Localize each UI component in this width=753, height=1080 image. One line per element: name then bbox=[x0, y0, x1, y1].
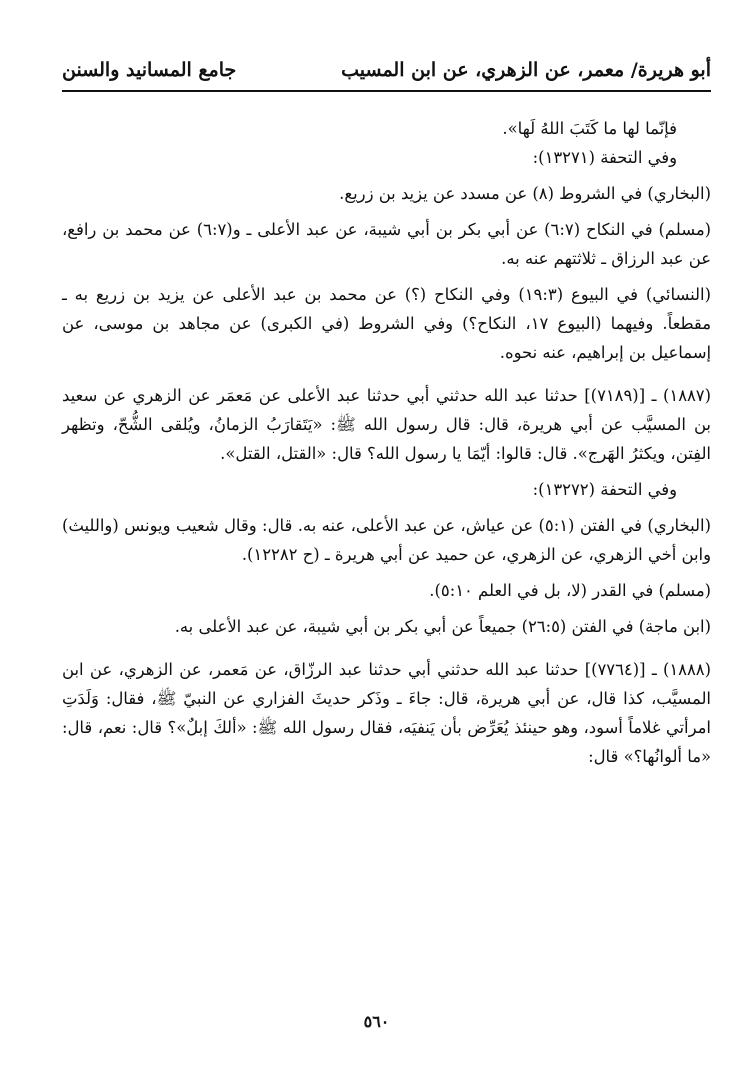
tuhfa-reference: وفي التحفة (١٣٢٧١): bbox=[532, 148, 677, 167]
hadith-1888: (١٨٨٨) ـ [(٧٧٦٤)] حدثنا عبد الله حدثني أبي حدثنا عبد الرزّاق، عن مَعمر، عن الزهري، عن ابن المسيَّب، كذا قال، عن أبي هريرة، قال: جاءَ ـ وذَكر حديثَ الفزاري عن النبيّ ﷺ، فقال: وَلَدَتِ امرأتي غلاماً أسود، وهو حينئذ يُعَرِّض بأن يَنفيَه، فقال رسول الله ﷺ: «ألكَ إبلٌ»؟ قال: نعم، قال: «ما ألوانُها؟» قال: bbox=[62, 660, 711, 766]
running-header bbox=[62, 55, 711, 89]
text-continuation: فإنّما لها ما كَتَبَ اللهُ لَها». bbox=[502, 119, 677, 138]
source-bukhari: (البخاري) في الفتن (٥:١) عن عياش، عن عبد الأعلى، عنه به. قال: وقال شعيب ويونس (والليث) وابن أخي الزهري، عن الزهري، عن حميد عن أبي هريرة ـ (ح ١٢٢٨٢). bbox=[62, 516, 711, 564]
header-book-title: جامع المسانيد والسنن bbox=[62, 59, 237, 81]
page-number: ٥٦٠ bbox=[363, 1012, 390, 1031]
source-muslim: (مسلم) في القدر (لا، بل في العلم ٥:١٠). bbox=[429, 581, 711, 600]
source-muslim: (مسلم) في النكاح (٦:٧) عن أبي بكر بن أبي شيبة، عن عبد الأعلى ـ و(٦:٧) عن محمد بن رافع، عن عبد الرزاق ـ ثلاثتهم عنه به. bbox=[62, 220, 711, 268]
tuhfa-reference: وفي التحفة (١٣٢٧٢): bbox=[532, 480, 677, 499]
header-chapter-title: أبو هريرة/ معمر، عن الزهري، عن ابن المسيب bbox=[341, 59, 711, 81]
source-ibn-majah: (ابن ماجة) في الفتن (٢٦:٥) جميعاً عن أبي بكر بن أبي شيبة، عن عبد الأعلى به. bbox=[174, 617, 711, 636]
page-body bbox=[62, 114, 711, 771]
hadith-1887: (١٨٨٧) ـ [(٧١٨٩)] حدثنا عبد الله حدثني أبي حدثنا عبد الأعلى عن مَعمَر عن الزهري عن سعيد بن المسيَّب عن أبي هريرة، قال: قال رسول الله ﷺ: «يَتَقارَبُ الزمانُ، ويُلقى الشُّحّ، وتظهر الفِتن، ويكثرُ الهَرج». قال: قالوا: أيّمَا يا رسول الله؟ قال: «القتل، القتل». bbox=[62, 386, 712, 463]
source-bukhari: (البخاري) في الشروط (٨) عن مسدد عن يزيد بن زريع. bbox=[339, 184, 711, 203]
source-nasai: (النسائي) في البيوع (١٩:٣) وفي النكاح (؟) عن محمد بن عبد الأعلى عن يزيد بن زريع به ـ مقطعاً. وفيهما (البيوع ١٧، النكاح؟) وفي الشروط (في الكبرى) عن مجاهد بن موسى، عن إسماعيل بن إبراهيم، عنه نحوه. bbox=[62, 285, 711, 362]
header-rule bbox=[62, 90, 711, 92]
